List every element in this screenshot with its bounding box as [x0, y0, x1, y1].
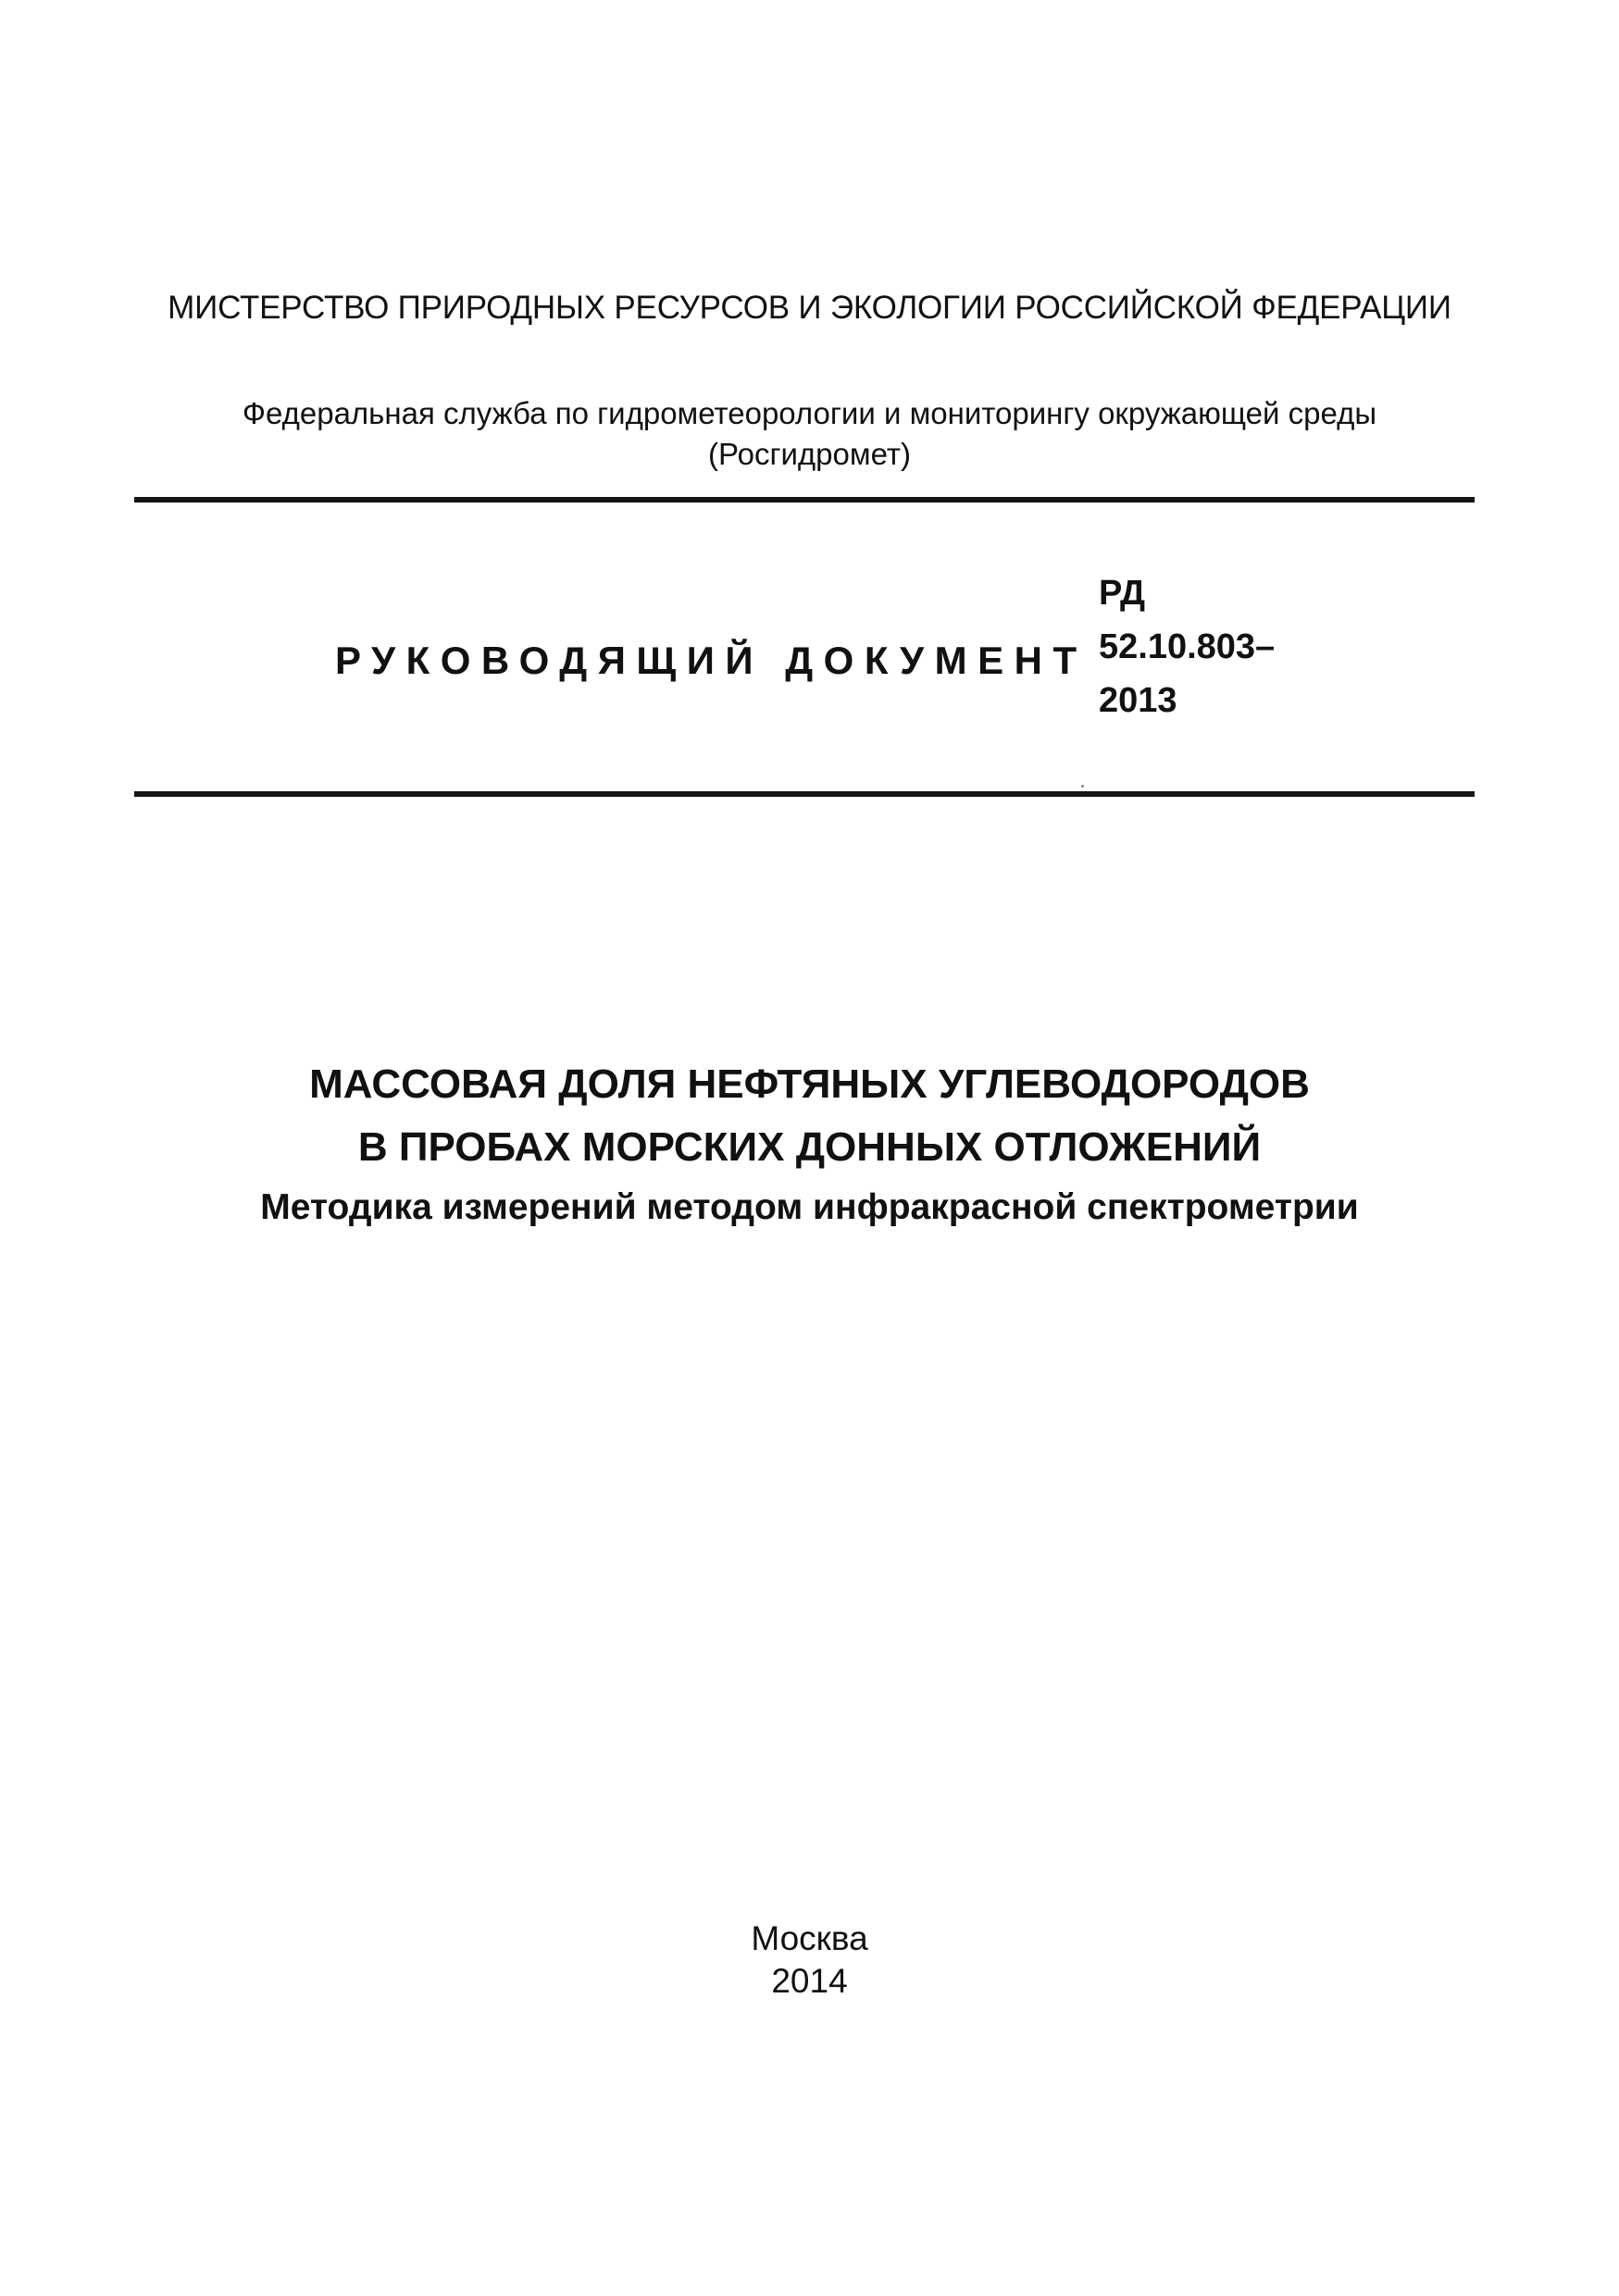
document-designation: [0, 566, 1619, 761]
document-subtitle: Методика измерений методом инфракрасной спектрометрии: [260, 1187, 1359, 1227]
publication-city: Москва: [751, 1919, 868, 1957]
document-type: РУКОВОДЯЩИЙ ДОКУМЕНТ: [335, 639, 1088, 682]
publication-year: 2014: [771, 1962, 848, 2000]
top-divider: [134, 497, 1475, 503]
document-code-prefix: РД: [1099, 574, 1146, 613]
document-code-number: 52.10.803–: [1099, 627, 1276, 666]
document-title: [0, 1053, 1619, 1236]
ministry-name: МИСТЕРСТВО ПРИРОДНЫХ РЕСУРСОВ И ЭКОЛОГИИ РОССИЙСКОЙ ФЕДЕРАЦИИ: [168, 290, 1451, 326]
title-line-1: МАССОВАЯ ДОЛЯ НЕФТЯНЫХ УГЛЕВОДОРОДОВ: [309, 1061, 1310, 1107]
publication-info: [0, 1917, 1619, 2003]
bottom-divider: [134, 791, 1475, 797]
service-abbreviation: (Росгидромет): [708, 437, 911, 471]
document-code-year: 2013: [1099, 681, 1177, 720]
service-name: [0, 393, 1619, 475]
service-name-line: Федеральная служба по гидрометеорологии и мониторингу окружающей среды: [242, 396, 1377, 430]
title-line-2: В ПРОБАХ МОРСКИХ ДОННЫХ ОТЛОЖЕНИЙ: [357, 1124, 1262, 1170]
scan-speck: [1081, 785, 1084, 788]
document-code: [1099, 566, 1275, 727]
